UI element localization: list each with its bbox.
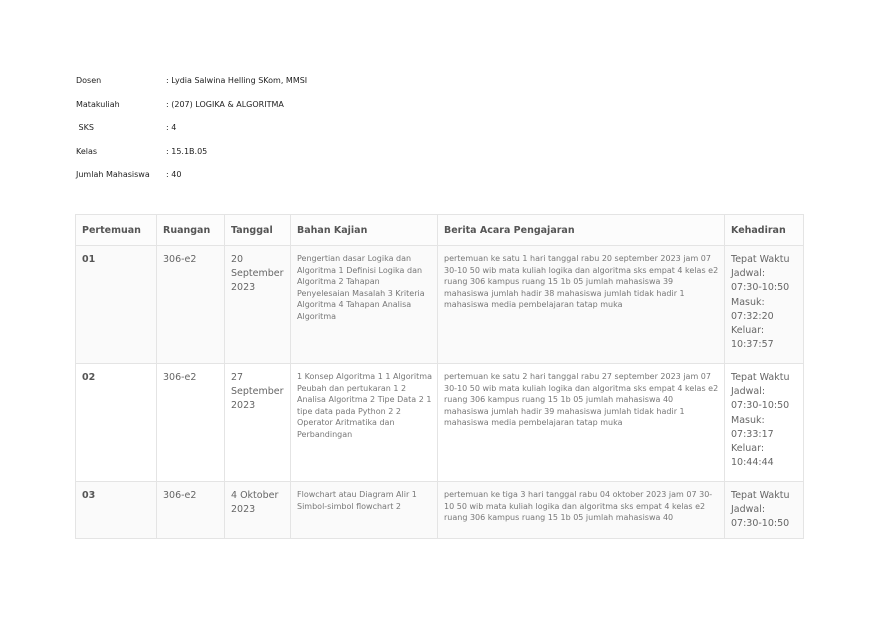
attendance-line: 10:44:44 (731, 457, 774, 469)
cell-kehadiran (725, 482, 804, 539)
cell-tanggal: 20 September 2023 (225, 246, 291, 364)
cell-berita-acara: pertemuan ke satu 1 hari tanggal rabu 20 september 2023 jam 07 30-10 50 wib mata kuliah logika dan algoritma sks empat 4 kelas e2 ruang 306 kampus ruang 15 1b 05 jumlah mahasiswa 39 mahasiswa jumlah hadir 38 mahasiswa jumlah tidak hadir 1 mahasiswa media pembelajaran tatap muka (438, 246, 725, 364)
attendance-line: 07:30-10:50 (731, 518, 790, 530)
table-row (76, 482, 804, 539)
attendance-status: Tepat Waktu (731, 372, 790, 383)
info-value: : 15.1B.05 (166, 146, 208, 156)
column-header-bahan-kajian: Bahan Kajian (291, 215, 438, 246)
attendance-line: 10:37:57 (731, 339, 774, 351)
attendance-line: Masuk: (731, 296, 765, 308)
info-label: Kelas (76, 146, 98, 156)
cell-pertemuan: 03 (76, 482, 157, 539)
cell-tanggal: 27 September 2023 (225, 364, 291, 482)
attendance-line: Keluar: (731, 443, 765, 455)
info-label: SKS (76, 123, 94, 133)
column-header-ruangan: Ruangan (157, 215, 225, 246)
info-value: : Lydia Salwina Helling SKom, MMSI (166, 76, 308, 85)
info-value: : (207) LOGIKA & ALGORITMA (166, 99, 284, 109)
cell-pertemuan: 02 (76, 364, 157, 482)
column-header-tanggal: Tanggal (225, 215, 291, 246)
cell-tanggal: 4 Oktober 2023 (225, 482, 291, 539)
column-header-kehadiran: Kehadiran (725, 215, 804, 246)
attendance-line: Jadwal: (731, 268, 766, 280)
cell-kehadiran (725, 246, 804, 364)
attendance-status: Tepat Waktu (731, 254, 790, 265)
cell-kehadiran (725, 364, 804, 482)
info-label: Matakuliah (76, 99, 120, 109)
table-row (76, 246, 804, 364)
attendance-line: 07:30-10:50 (731, 400, 790, 412)
attendance-line: Keluar: (731, 325, 765, 337)
table-header-row (76, 215, 804, 246)
cell-ruangan: 306-e2 (157, 246, 225, 364)
attendance-line: 07:30-10:50 (731, 282, 790, 294)
info-value: : 40 (166, 170, 182, 180)
attendance-table (75, 214, 804, 539)
column-header-pertemuan: Pertemuan (76, 215, 157, 246)
info-value: : 4 (166, 123, 177, 133)
cell-pertemuan: 01 (76, 246, 157, 364)
cell-berita-acara: pertemuan ke satu 2 hari tanggal rabu 27 september 2023 jam 07 30-10 50 wib mata kuliah logika dan algoritma sks empat 4 kelas e2 ruang 306 kampus ruang 15 1b 05 jumlah mahasiswa 40 mahasiswa jumlah hadir 39 mahasiswa jumlah tidak hadir 1 mahasiswa media pembelajaran tatap muka (438, 364, 725, 482)
info-label: Jumlah Mahasiswa (76, 170, 150, 180)
attendance-status: Tepat Waktu (731, 490, 790, 501)
cell-bahan-kajian: Flowchart atau Diagram Alir 1 Simbol-simbol flowchart 2 (291, 482, 438, 539)
cell-bahan-kajian: 1 Konsep Algoritma 1 1 Algoritma Peubah dan pertukaran 1 2 Analisa Algoritma 2 Tipe Data 2 1 tipe data pada Python 2 2 Operator Aritmatika dan Perbandingan (291, 364, 438, 482)
attendance-line: Masuk: (731, 414, 765, 426)
column-header-berita-acara: Berita Acara Pengajaran (438, 215, 725, 246)
attendance-line: 07:32:20 (731, 310, 774, 322)
cell-bahan-kajian: Pengertian dasar Logika dan Algoritma 1 Definisi Logika dan Algoritma 2 Tahapan Penyelesaian Masalah 3 Kriteria Algoritma 4 Tahapan Analisa Algoritma (291, 246, 438, 364)
attendance-line: Jadwal: (731, 386, 766, 398)
cell-ruangan: 306-e2 (157, 482, 225, 539)
table-row (76, 364, 804, 482)
attendance-line: Jadwal: (731, 504, 766, 516)
attendance-line: 07:33:17 (731, 428, 774, 440)
cell-berita-acara: pertemuan ke tiga 3 hari tanggal rabu 04 oktober 2023 jam 07 30-10 50 wib mata kuliah logika dan algoritma sks empat 4 kelas e2 ruang 306 kampus ruang 15 1b 05 jumlah mahasiswa 40 (438, 482, 725, 539)
info-label: Dosen (76, 76, 102, 85)
cell-ruangan: 306-e2 (157, 364, 225, 482)
